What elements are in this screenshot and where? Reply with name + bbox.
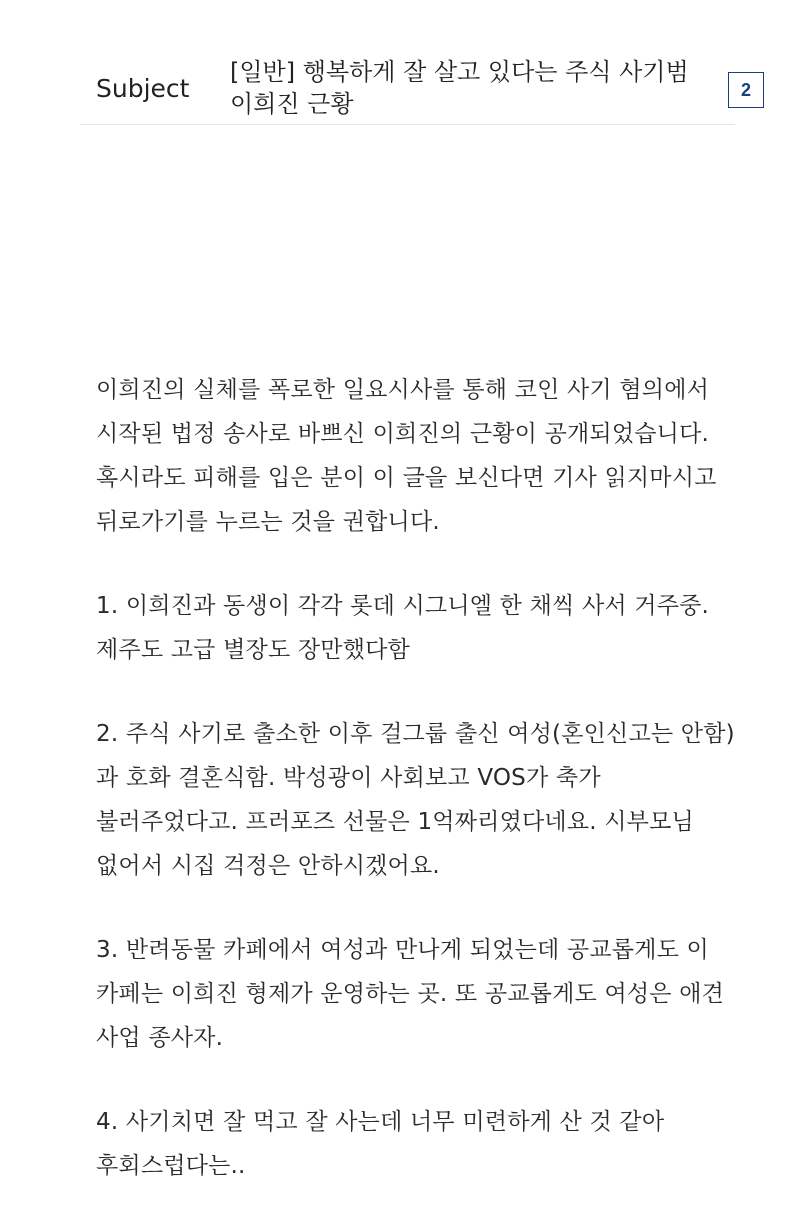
article-point-3: 3. 반려동물 카페에서 여성과 만나게 되었는데 공교롭게도 이 카페는 이희진 형제가 운영하는 곳. 또 공교롭게도 여성은 애견 사업 종사자.: [96, 937, 725, 1051]
subject-label: Subject: [96, 74, 190, 103]
article-body: [96, 368, 736, 1228]
article-intro-paragraph: 이희진의 실체를 폭로한 일요시사를 통해 코인 사기 혐의에서 시작된 법정 송사로 바쁘신 이희진의 근황이 공개되었습니다. 혹시라도 피해를 입은 분이 이 글을 보신다면 기사 읽지마시고 뒤로가기를 누르는 것을 권합니다.: [96, 377, 717, 535]
post-title: [일반] 행복하게 잘 살고 있다는 주식 사기범 이희진 근황: [230, 58, 689, 118]
article-point-4: 4. 사기치면 잘 먹고 잘 사는데 너무 미련하게 산 것 같아 후회스럽다는..: [96, 1109, 665, 1179]
article-point-2: 2. 주식 사기로 출소한 이후 걸그룹 출신 여성(혼인신고는 안함)과 호화 결혼식함. 박성광이 사회보고 VOS가 축가 불러주었다고. 프러포즈 선물은 1억짜리였다네요. 시부모님 없어서 시집 걱정은 안하시겠어요.: [96, 721, 735, 879]
comment-count-badge[interactable]: 2: [728, 72, 764, 108]
article-point-1: 1. 이희진과 동생이 각각 롯데 시그니엘 한 채씩 사서 거주중. 제주도 고급 별장도 장만했다함: [96, 593, 710, 663]
post-header: [80, 52, 751, 125]
